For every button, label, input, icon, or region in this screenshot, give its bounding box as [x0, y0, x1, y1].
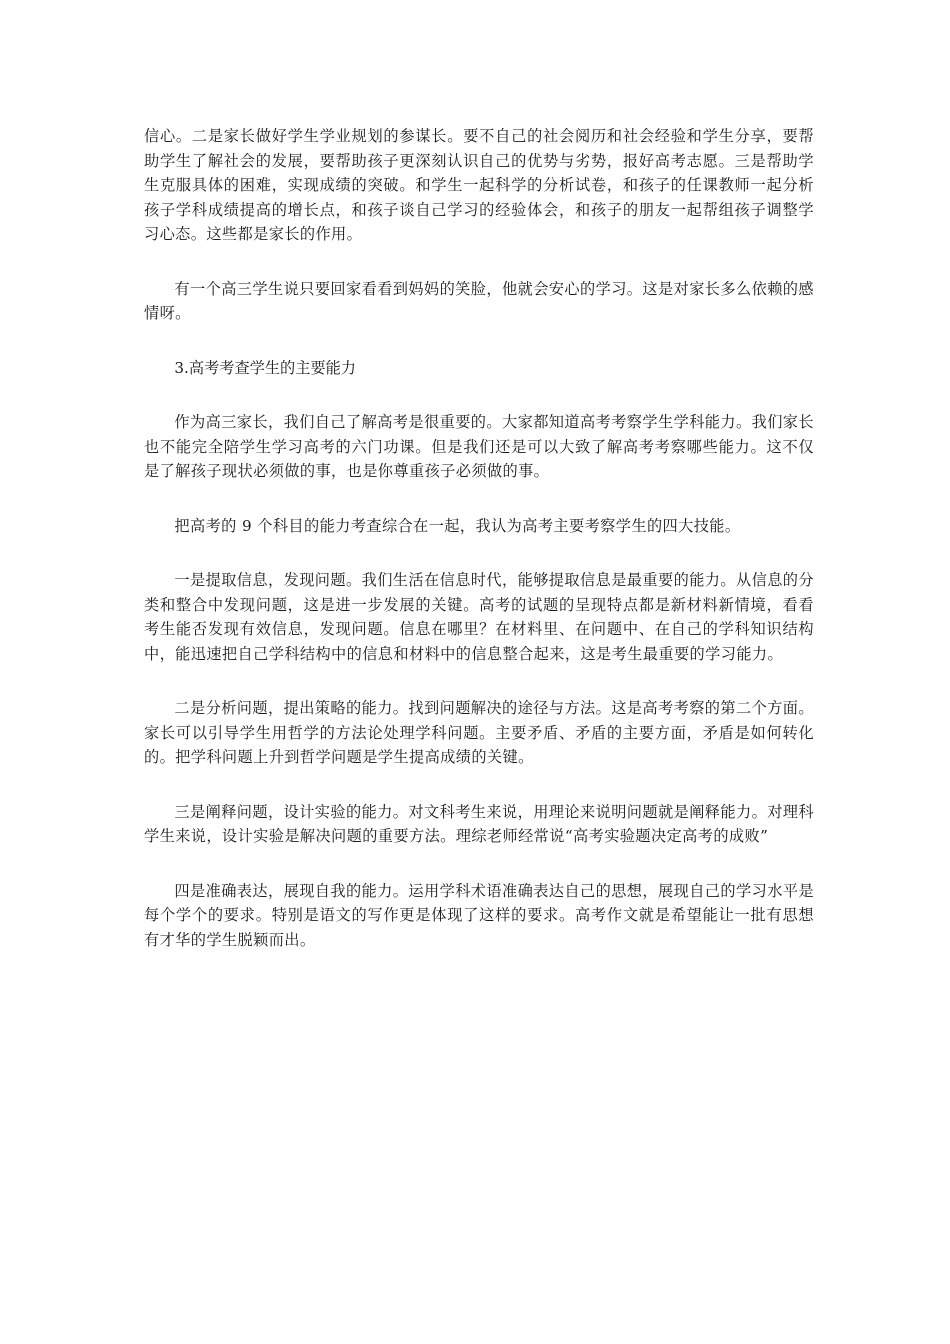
paragraph-skill-four: 四是准确表达，展现自我的能力。运用学科术语准确表达自己的思想，展现自己的学习水平是每个学个的要求。特别是语文的写作更是体现了这样的要求。高考作文就是希望能让一批有思想有才华的学生脱颖而出。 — [144, 881, 814, 949]
document-page — [144, 124, 814, 982]
paragraph-understand-exam: 作为高三家长，我们自己了解高考是很重要的。大家都知道高考考察学生学科能力。我们家长也不能完全陪学生学习高考的六门功课。但是我们还是可以大致了解高考考察哪些能力。这不仅是了解孩子现状必须做的事，也是你尊重孩子必须做的事。 — [144, 413, 814, 480]
paragraph-skill-one: 一是提取信息，发现问题。我们生活在信息时代，能够提取信息是最重要的能力。从信息的分类和整合中发现问题，这是进一步发展的关键。高考的试题的呈现特点都是新材料新情境，看看考生能否发现有效信息，发现问题。信息在哪里？在材料里、在问题中、在自己的学科知识结构中，能迅速把自己学科结构中的信息和材料中的信息整合起来，这是考生最重要的学习能力。 — [144, 571, 814, 663]
section-heading-abilities: 3.高考考查学生的主要能力 — [174, 358, 356, 377]
paragraph-four-skills: 把高考的 9 个科目的能力考查综合在一起，我认为高考主要考察学生的四大技能。 — [174, 516, 741, 535]
paragraph-student-quote: 有一个高三学生说只要回家看看到妈妈的笑脸，他就会安心的学习。这是对家长多么依赖的感情呀。 — [144, 279, 814, 322]
paragraph-skill-two: 二是分析问题，提出策略的能力。找到问题解决的途径与方法。这是高考考察的第二个方面。家长可以引导学生用哲学的方法论处理学科问题。主要矛盾、矛盾的主要方面，矛盾是如何转化的。把学科问题上升到哲学问题是学生提高成绩的关键。 — [144, 699, 814, 766]
paragraph-parent-role: 信心。二是家长做好学生学业规划的参谋长。要不自己的社会阅历和社会经验和学生分享，要帮助学生了解社会的发展，要帮助孩子更深刻认识自己的优势与劣势，报好高考志愿。三是帮助学生克服具体的困难，实现成绩的突破。和学生一起科学的分析试卷，和孩子的任课教师一起分析孩子学科成绩提高的增长点，和孩子谈自己学习的经验体会，和孩子的朋友一起帮组孩子调整学习心态。这些都是家长的作用。 — [144, 127, 814, 243]
paragraph-skill-three: 三是阐释问题，设计实验的能力。对文科考生来说，用理论来说明问题就是阐释能力。对理科学生来说，设计实验是解决问题的重要方法。理综老师经常说“高考实验题决定高考的成败” — [144, 802, 814, 845]
